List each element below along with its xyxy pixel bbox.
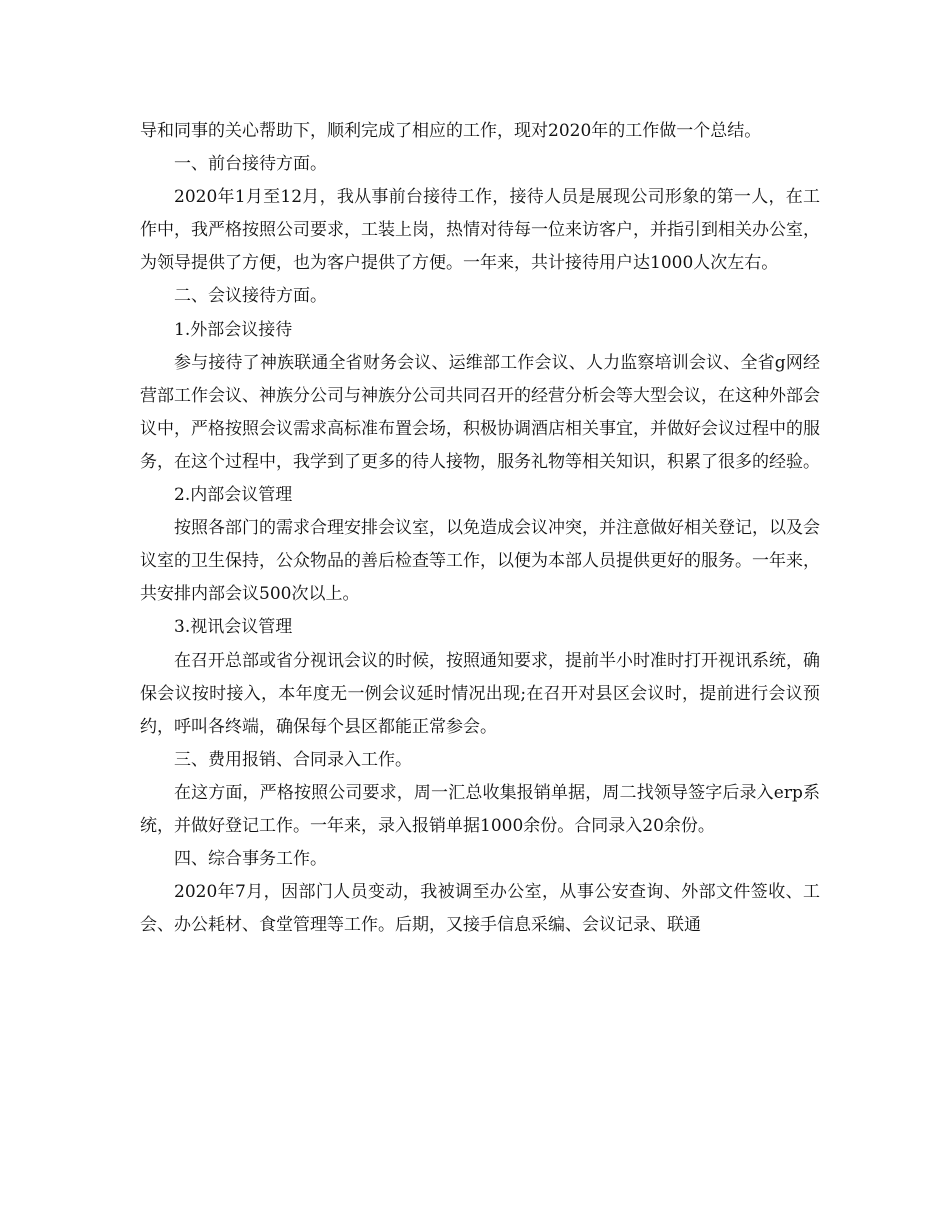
section-heading-general-affairs: 四、综合事务工作。 [174,849,327,870]
document-body [140,115,820,942]
section-heading-meetings: 二、会议接待方面。 [174,286,327,307]
subheading-internal-meetings: 2.内部会议管理 [174,485,293,506]
paragraph-general-affairs: 2020年7月，因部门人员变动，我被调至办公室，从事公安查询、外部文件签收、工会、办公耗材、食堂管理等工作。后期，又接手信息采编、会议记录、联通 [140,882,820,936]
paragraph-front-desk: 2020年1月至12月，我从事前台接待工作，接待人员是展现公司形象的第一人，在工作中，我严格按照公司要求，工装上岗，热情对待每一位来访客户，并指引到相关办公室，为领导提供了方便，也为客户提供了方便。一年来，共计接待用户达1000人次左右。 [140,187,820,274]
paragraph-external-meetings: 参与接待了神族联通全省财务会议、运维部工作会议、人力监察培训会议、全省g网经营部工作会议、神族分公司与神族分公司共同召开的经营分析会等大型会议，在这种外部会议中，严格按照会议需求高标准布置会场，积极协调酒店相关事宜，并做好会议过程中的服务，在这个过程中，我学到了更多的待人接物，服务礼物等相关知识，积累了很多的经验。 [140,352,820,472]
section-heading-front-desk: 一、前台接待方面。 [174,154,327,175]
subheading-video-meetings: 3.视讯会议管理 [174,617,293,638]
paragraph-continuation: 导和同事的关心帮助下，顺利完成了相应的工作，现对2020年的工作做一个总结。 [140,121,762,141]
subheading-external-meetings: 1.外部会议接待 [174,319,293,340]
section-heading-expenses: 三、费用报销、合同录入工作。 [174,749,412,770]
paragraph-expenses: 在这方面，严格按照公司要求，周一汇总收集报销单据，周二找领导签字后录入erp系统，并做好登记工作。一年来，录入报销单据1000余份。合同录入20余份。 [140,782,820,836]
paragraph-internal-meetings: 按照各部门的需求合理安排会议室，以免造成会议冲突，并注意做好相关登记，以及会议室的卫生保持，公众物品的善后检查等工作，以便为本部人员提供更好的服务。一年来，共安排内部会议500次以上。 [140,518,820,605]
paragraph-video-meetings: 在召开总部或省分视讯会议的时候，按照通知要求，提前半小时准时打开视讯系统，确保会议按时接入，本年度无一例会议延时情况出现;在召开对县区会议时，提前进行会议预约，呼叫各终端，确保每个县区都能正常参会。 [140,650,820,737]
